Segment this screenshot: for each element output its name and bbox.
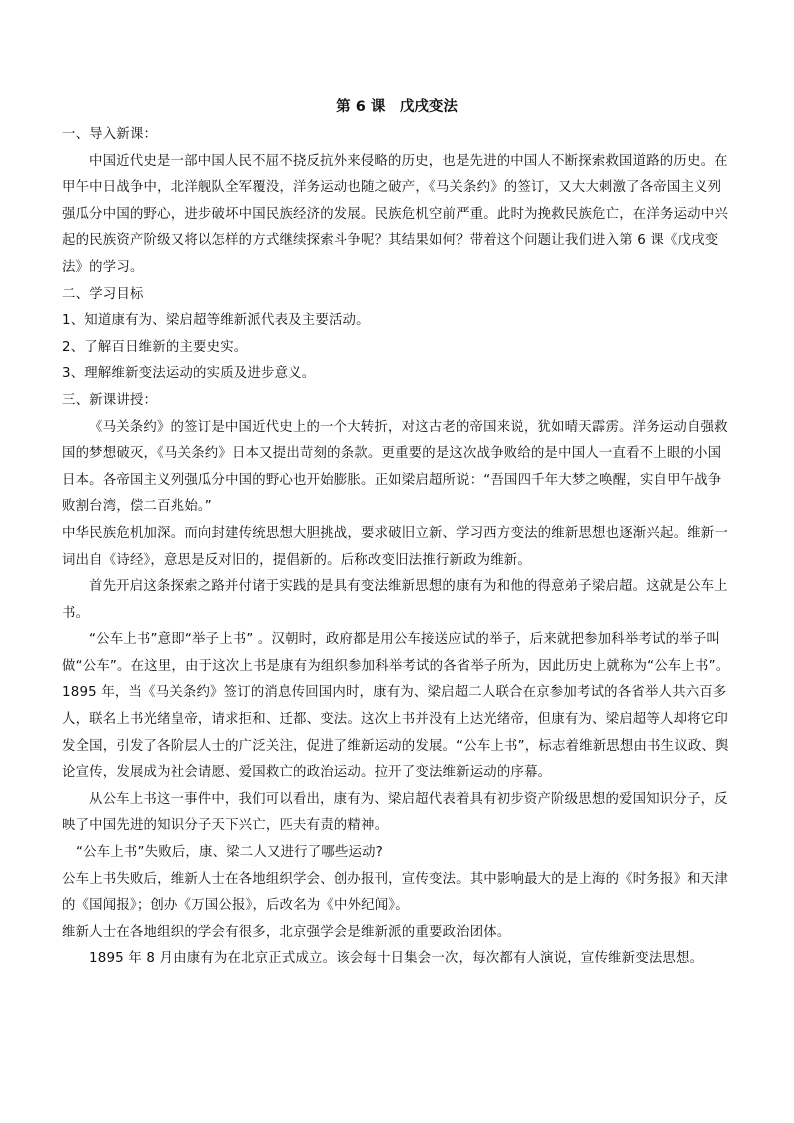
paragraph: 中华民族危机加深。而向封建传统思想大胆挑战，要求破旧立新、学习西方变法的维新思想也逐渐兴起。维新一词出自《诗经》，意思是反对旧的，提倡新的。后称改变旧法推行新政为维新。 xyxy=(62,525,728,568)
paragraph: 1895 年，当《马关条约》签订的消息传回国内时，康有为、梁启超二人联合在京参加考试的各省举人共六百多人，联名上书光绪皇帝，请求拒和、迁都、变法。这次上书并没有上达光绪帝，但康有为、梁启超等人却将它印发全国，引发了各阶层人士的广泛关注，促进了维新运动的发展。“公车上书”，标志着维新思想由书生议政、舆论宣传，发展成为社会请愿、爱国救亡的政治运动。拉开了变法维新运动的序幕。 xyxy=(62,685,729,781)
document-body xyxy=(62,122,732,973)
paragraph: 1895 年 8 月由康有为在北京正式成立。该会每十日集会一次，每次都有人演说，宣传维新变法思想。 xyxy=(89,951,704,967)
paragraph: 2、了解百日维新的主要史实。 xyxy=(62,339,248,355)
paragraph: 3、理解维新变法运动的实质及进步意义。 xyxy=(62,366,316,382)
paragraph: 公车上书失败后，维新人士在各地组织学会、创办报刊，宣传变法。其中影响最大的是上海的《时务报》和天津的《国闻报》；创办《万国公报》，后改名为《中外纪闻》。 xyxy=(62,871,728,914)
paragraph: 一、导入新课： xyxy=(62,127,158,142)
paragraph: 维新人士在各地组织的学会有很多，北京强学会是维新派的重要政治团体。 xyxy=(62,924,511,940)
paragraph: 三、新课讲授： xyxy=(62,392,158,408)
paragraph: 首先开启这条探索之路并付诸于实践的是具有变法维新思想的康有为和他的得意弟子梁启超。这就是公车上书。 xyxy=(62,579,728,621)
paragraph: “公车上书”失败后，康、梁二人又进行了哪些运动? xyxy=(76,845,383,861)
paragraph: 《马关条约》的签订是中国近代史上的一个大转折，对这古老的帝国来说，犹如晴天霹雳。洋务运动自强救国的梦想破灭，《马关条约》日本又提出苛刻的条款。更重要的是这次战争败给的是中国人一直看不上眼的小国日本。各帝国主义列强瓜分中国的野心也开始膨胀。正如梁启超所说：“吾国四千年大梦之唤醒，实自甲午战争败割台湾，偿二百兆始。” xyxy=(62,419,728,515)
paragraph: 中国近代史是一部中国人民不屈不挠反抗外来侵略的历史，也是先进的中国人不断探索救国道路的历史。在甲午中日战争中，北洋舰队全军覆没，洋务运动也随之破产，《马关条约》的签订，又大大刺激了各帝国主义列强瓜分中国的野心，进步破坏中国民族经济的发展。民族危机空前严重。此时为挽救民族危亡，在洋务运动中兴起的民族资产阶级又将以怎样的方式继续探索斗争呢？其结果如何？带着这个问题让我们进入第 6 课《戊戌变法》的学习。 xyxy=(62,153,728,275)
paragraph: 从公车上书这一事件中，我们可以看出，康有为、梁启超代表着具有初步资产阶级思想的爱国知识分子，反映了中国先进的知识分子天下兴亡，匹夫有责的精神。 xyxy=(62,791,728,834)
paragraph: “公车上书”意即“举子上书” 。汉朝时，政府都是用公车接送应试的举子，后来就把参加科举考试的举子叫做“公车”。在这里，由于这次上书是康有为组织参加科举考试的各省举子所为，因此历史上就称为“公车上书”。 xyxy=(62,632,730,674)
paragraph: 1、知道康有为、梁启超等维新派代表及主要活动。 xyxy=(62,313,370,329)
lesson-title: 第 6 课 戊戌变法 xyxy=(336,99,458,115)
paragraph: 二、学习目标 xyxy=(62,286,144,302)
document-page xyxy=(62,96,732,973)
